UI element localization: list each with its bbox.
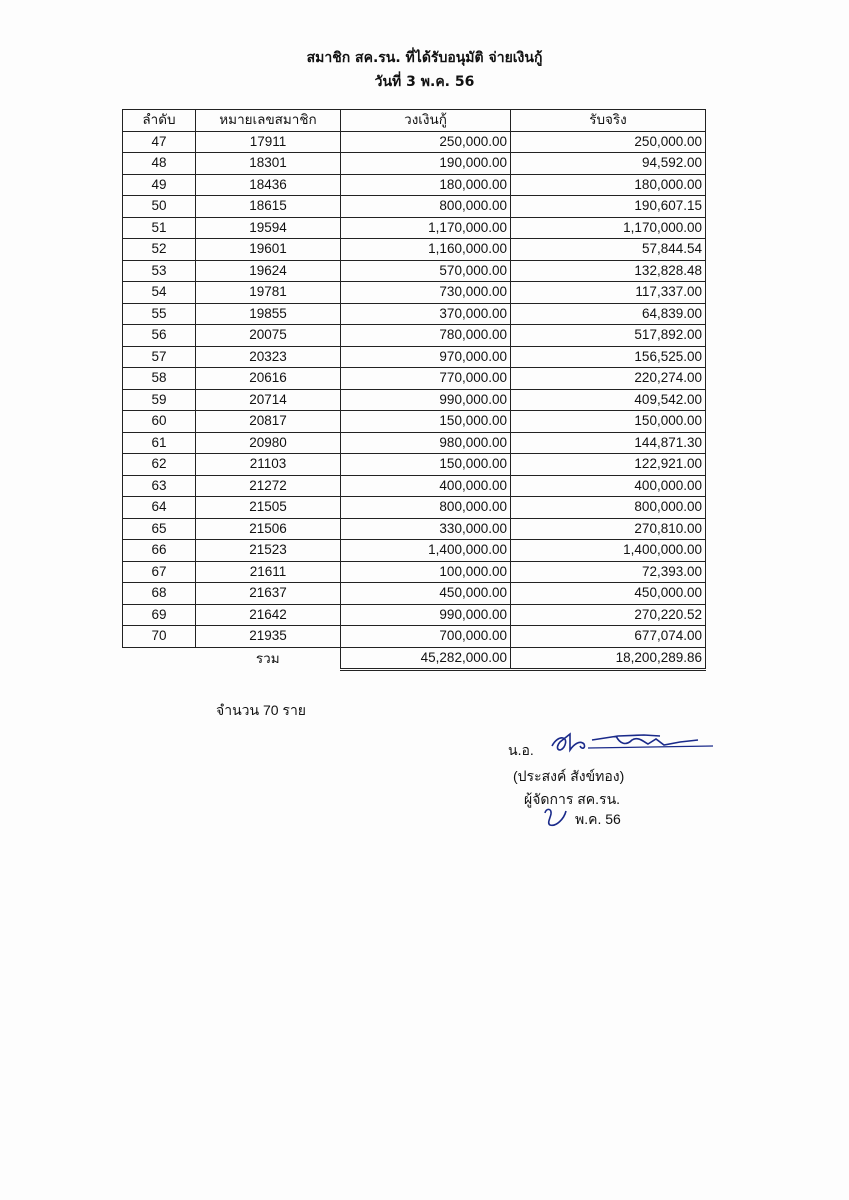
order-cell: 65	[123, 518, 196, 540]
received-cell: 72,393.00	[511, 561, 706, 583]
table-row	[123, 239, 706, 261]
loan-amount-cell: 780,000.00	[341, 325, 511, 347]
table-row	[123, 131, 706, 153]
table-row	[123, 561, 706, 583]
loan-amount-cell: 190,000.00	[341, 153, 511, 175]
received-cell: 150,000.00	[511, 411, 706, 433]
order-cell: 63	[123, 475, 196, 497]
total-loan-amount: 45,282,000.00	[341, 647, 511, 670]
table-row	[123, 454, 706, 476]
column-header-member-id: หมายเลขสมาชิก	[196, 110, 341, 132]
member-id-cell: 20817	[196, 411, 341, 433]
received-cell: 220,274.00	[511, 368, 706, 390]
loan-amount-cell: 180,000.00	[341, 174, 511, 196]
table-row	[123, 540, 706, 562]
table-row	[123, 368, 706, 390]
table-row	[123, 389, 706, 411]
member-id-cell: 21611	[196, 561, 341, 583]
received-cell: 190,607.15	[511, 196, 706, 218]
member-id-cell: 20075	[196, 325, 341, 347]
received-cell: 132,828.48	[511, 260, 706, 282]
order-cell: 57	[123, 346, 196, 368]
loan-amount-cell: 770,000.00	[341, 368, 511, 390]
table-row	[123, 217, 706, 239]
order-cell: 58	[123, 368, 196, 390]
order-cell: 47	[123, 131, 196, 153]
order-cell: 51	[123, 217, 196, 239]
received-cell: 57,844.54	[511, 239, 706, 261]
signature-date: พ.ค. 56	[575, 811, 621, 827]
table-body	[123, 131, 706, 647]
signatory-name: (ประสงค์ สังข์ทอง)	[513, 768, 625, 784]
loan-amount-cell: 700,000.00	[341, 626, 511, 648]
loan-amount-cell: 570,000.00	[341, 260, 511, 282]
table-row	[123, 260, 706, 282]
order-cell: 49	[123, 174, 196, 196]
loan-amount-cell: 990,000.00	[341, 604, 511, 626]
received-cell: 409,542.00	[511, 389, 706, 411]
order-cell: 70	[123, 626, 196, 648]
received-cell: 180,000.00	[511, 174, 706, 196]
table-row	[123, 325, 706, 347]
member-id-cell: 21272	[196, 475, 341, 497]
loan-amount-cell: 1,170,000.00	[341, 217, 511, 239]
table-row	[123, 475, 706, 497]
signatory-position: ผู้จัดการ สค.รน.	[524, 791, 621, 807]
received-cell: 517,892.00	[511, 325, 706, 347]
table-row	[123, 303, 706, 325]
order-cell: 55	[123, 303, 196, 325]
table-row	[123, 583, 706, 605]
loan-amount-cell: 450,000.00	[341, 583, 511, 605]
member-id-cell: 18615	[196, 196, 341, 218]
order-cell: 56	[123, 325, 196, 347]
document-date: วันที่ 3 พ.ค. 56	[374, 74, 475, 90]
table-row	[123, 604, 706, 626]
loan-amount-cell: 990,000.00	[341, 389, 511, 411]
table-row	[123, 196, 706, 218]
loan-amount-cell: 100,000.00	[341, 561, 511, 583]
loan-amount-cell: 150,000.00	[341, 411, 511, 433]
column-header-order: ลำดับ	[123, 110, 196, 132]
order-cell: 66	[123, 540, 196, 562]
received-cell: 250,000.00	[511, 131, 706, 153]
member-id-cell: 19781	[196, 282, 341, 304]
document-title: สมาชิก สค.รน. ที่ได้รับอนุมัติ จ่ายเงินกู้	[306, 50, 543, 66]
received-cell: 122,921.00	[511, 454, 706, 476]
received-cell: 1,170,000.00	[511, 217, 706, 239]
column-header-loan-amount: วงเงินกู้	[341, 110, 511, 132]
member-id-cell: 20323	[196, 346, 341, 368]
loan-amount-cell: 150,000.00	[341, 454, 511, 476]
member-id-cell: 21637	[196, 583, 341, 605]
received-cell: 117,337.00	[511, 282, 706, 304]
received-cell: 400,000.00	[511, 475, 706, 497]
loan-amount-cell: 800,000.00	[341, 497, 511, 519]
member-id-cell: 19601	[196, 239, 341, 261]
total-label: รวม	[255, 650, 280, 666]
received-cell: 64,839.00	[511, 303, 706, 325]
table-row	[123, 411, 706, 433]
column-header-received: รับจริง	[511, 110, 706, 132]
received-cell: 270,220.52	[511, 604, 706, 626]
member-id-cell: 21505	[196, 497, 341, 519]
table-row	[123, 174, 706, 196]
order-cell: 53	[123, 260, 196, 282]
table-row	[123, 497, 706, 519]
order-cell: 68	[123, 583, 196, 605]
loan-amount-cell: 370,000.00	[341, 303, 511, 325]
member-id-cell: 21642	[196, 604, 341, 626]
member-id-cell: 19624	[196, 260, 341, 282]
order-cell: 62	[123, 454, 196, 476]
received-cell: 94,592.00	[511, 153, 706, 175]
order-cell: 60	[123, 411, 196, 433]
member-id-cell: 21935	[196, 626, 341, 648]
signature-rank: น.อ.	[508, 742, 534, 758]
table-row	[123, 153, 706, 175]
member-id-cell: 20980	[196, 432, 341, 454]
loan-amount-cell: 980,000.00	[341, 432, 511, 454]
member-id-cell: 19855	[196, 303, 341, 325]
member-id-cell: 20616	[196, 368, 341, 390]
loan-amount-cell: 400,000.00	[341, 475, 511, 497]
loan-amount-cell: 800,000.00	[341, 196, 511, 218]
loan-amount-cell: 1,160,000.00	[341, 239, 511, 261]
loan-amount-cell: 330,000.00	[341, 518, 511, 540]
order-cell: 52	[123, 239, 196, 261]
table-row	[123, 518, 706, 540]
received-cell: 1,400,000.00	[511, 540, 706, 562]
loan-amount-cell: 1,400,000.00	[341, 540, 511, 562]
received-cell: 800,000.00	[511, 497, 706, 519]
order-cell: 69	[123, 604, 196, 626]
member-id-cell: 21103	[196, 454, 341, 476]
loan-amount-cell: 970,000.00	[341, 346, 511, 368]
table-row	[123, 432, 706, 454]
member-id-cell: 20714	[196, 389, 341, 411]
handwritten-day-mark	[542, 805, 572, 829]
received-cell: 156,525.00	[511, 346, 706, 368]
total-received: 18,200,289.86	[511, 647, 706, 670]
order-cell: 64	[123, 497, 196, 519]
received-cell: 270,810.00	[511, 518, 706, 540]
member-id-cell: 17911	[196, 131, 341, 153]
loan-table	[122, 109, 706, 671]
order-cell: 50	[123, 196, 196, 218]
received-cell: 450,000.00	[511, 583, 706, 605]
member-id-cell: 19594	[196, 217, 341, 239]
received-cell: 144,871.30	[511, 432, 706, 454]
member-id-cell: 18436	[196, 174, 341, 196]
table-row	[123, 626, 706, 648]
order-cell: 54	[123, 282, 196, 304]
table-row	[123, 346, 706, 368]
loan-amount-cell: 730,000.00	[341, 282, 511, 304]
received-cell: 677,074.00	[511, 626, 706, 648]
loan-amount-cell: 250,000.00	[341, 131, 511, 153]
table-row	[123, 282, 706, 304]
order-cell: 67	[123, 561, 196, 583]
member-id-cell: 18301	[196, 153, 341, 175]
member-id-cell: 21506	[196, 518, 341, 540]
order-cell: 59	[123, 389, 196, 411]
table-header-row	[123, 110, 706, 132]
member-id-cell: 21523	[196, 540, 341, 562]
order-cell: 61	[123, 432, 196, 454]
handwritten-signature	[548, 720, 718, 760]
member-count: จำนวน 70 ราย	[216, 702, 307, 718]
order-cell: 48	[123, 153, 196, 175]
total-row	[123, 647, 706, 670]
